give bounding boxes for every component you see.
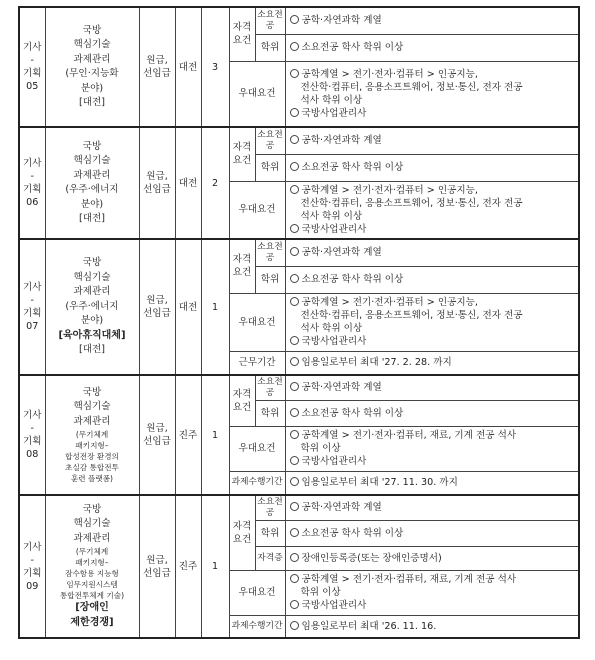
- title-detail-line: (무기체계: [75, 430, 109, 440]
- grade-line: 원급,: [146, 55, 168, 66]
- title-line: 핵심기술: [73, 271, 111, 283]
- preferred-item: 공학계열 > 전기·전자·컴퓨터 > 인공지능,: [301, 297, 478, 308]
- preferred-item: 국방사업관리사: [301, 107, 367, 119]
- job-title-cell: [45, 495, 139, 638]
- job-code-number: 08: [26, 449, 39, 460]
- title-line: [대전]: [78, 97, 106, 108]
- bullet-circle-icon: [290, 430, 299, 439]
- preferred-item: 국방사업관리사: [301, 336, 367, 347]
- preferred-item: 국방사업관리사: [301, 456, 367, 467]
- major-value: 공학·자연과학 계열: [301, 502, 382, 514]
- qualification-label: 자격요건: [229, 7, 255, 61]
- degree-value: 소요전공 학사 학위 이상: [301, 274, 404, 285]
- title-detail-line: (무기체계: [75, 547, 109, 557]
- preferred-label: 우대요건: [229, 181, 285, 239]
- job-code-prefix: 기사: [22, 541, 42, 553]
- major-label: 소요전공: [255, 375, 285, 400]
- title-line: 과제관리: [73, 415, 111, 427]
- title-line: 과제관리: [73, 53, 111, 65]
- major-value: 공학·자연과학 계열: [301, 247, 382, 259]
- job-code-number: 07: [26, 321, 39, 332]
- degree-value-cell: [285, 400, 579, 426]
- major-value: 공학·자연과학 계열: [301, 15, 382, 27]
- grade-line: 선임급: [143, 184, 171, 195]
- bullet-circle-icon: [290, 456, 299, 465]
- bullet-circle-icon: [290, 553, 299, 562]
- degree-value-cell: [285, 520, 579, 546]
- major-value-cell: [285, 239, 579, 266]
- degree-label: 학위: [255, 520, 285, 546]
- job-row-06: [19, 127, 579, 154]
- job-code-cell: [19, 495, 45, 638]
- title-line: 핵심기술: [73, 401, 111, 413]
- title-line: 국방: [82, 24, 102, 36]
- bullet-circle-icon: [290, 108, 299, 117]
- degree-value: 소요전공 학사 학위 이상: [301, 162, 404, 173]
- major-value-cell: [285, 375, 579, 400]
- title-detail-line: 패키지형–: [75, 441, 109, 451]
- degree-label: 학위: [255, 400, 285, 426]
- major-label: 소요전공: [255, 127, 285, 154]
- grade-cell: [139, 7, 175, 127]
- title-line: 국방: [82, 257, 102, 269]
- preferred-item-cont: 전산학·컴퓨터, 응용소프트웨어, 정보·통신, 전자 전공: [300, 81, 523, 93]
- title-detail-line: 임무지원시스템: [66, 580, 118, 590]
- bullet-circle-icon: [290, 357, 299, 366]
- major-value: 공학·자연과학 계열: [301, 135, 382, 147]
- title-line: 국방: [82, 386, 102, 398]
- job-code-dash: -: [30, 295, 34, 306]
- major-value-cell: [285, 7, 579, 34]
- job-code-prefix: 기사: [22, 410, 42, 421]
- title-line: [대전]: [78, 213, 106, 224]
- preferred-label: 우대요건: [229, 293, 285, 351]
- job-code-dept: 기획: [22, 184, 42, 195]
- bullet-circle-icon: [290, 477, 299, 486]
- title-line: 과제관리: [73, 169, 111, 181]
- preferred-item-cont: 학위 이상: [300, 587, 341, 598]
- title-line: [대전]: [78, 344, 106, 356]
- preferred-item: 국방사업관리사: [301, 223, 367, 235]
- degree-label: 학위: [255, 34, 285, 61]
- job-code-cell: [19, 375, 45, 495]
- major-value: 공학·자연과학 계열: [301, 382, 382, 394]
- recruitment-table: [18, 6, 580, 639]
- preferred-item: 공학계열 > 전기·전자·컴퓨터 > 인공지능,: [301, 68, 478, 80]
- recruitment-table-page: [18, 6, 578, 639]
- preferred-item-cont: 석사 학위 이상: [300, 210, 363, 222]
- preferred-item-cont: 학위 이상: [300, 443, 341, 454]
- preferred-cell: [285, 570, 579, 615]
- grade-line: 원급,: [146, 554, 168, 566]
- job-title-cell: [45, 127, 139, 239]
- preferred-item-cont: 석사 학위 이상: [300, 94, 363, 106]
- headcount-cell: 1: [201, 495, 229, 638]
- title-detail-line: 초실감 통합전투: [65, 463, 119, 473]
- qualification-label: 자격요건: [229, 495, 255, 570]
- period-label: 과제수행기간: [229, 615, 285, 638]
- title-line: 국방: [82, 140, 102, 152]
- job-code-dash: -: [30, 554, 34, 566]
- bullet-circle-icon: [290, 574, 299, 583]
- job-code-dept: 기획: [22, 436, 42, 447]
- headcount-cell: 2: [201, 127, 229, 239]
- grade-cell: [139, 495, 175, 638]
- bullet-circle-icon: [290, 297, 299, 306]
- cert-label: 자격증: [255, 546, 285, 570]
- title-detail-line: 합성전장 환경의: [65, 452, 119, 462]
- grade-line: 원급,: [146, 171, 168, 182]
- job-code-number: 09: [26, 580, 39, 592]
- title-detail-line: 훈련 플랫폼): [70, 474, 114, 484]
- period-value: 임용일로부터 최대 '27. 11. 30. 까지: [301, 477, 458, 489]
- bullet-circle-icon: [290, 185, 299, 194]
- job-code-dash: -: [30, 55, 34, 66]
- grade-cell: [139, 239, 175, 375]
- title-highlight: [육아휴직대체]: [58, 329, 126, 341]
- major-label: 소요전공: [255, 495, 285, 520]
- cert-value-cell: [285, 546, 579, 570]
- degree-value: 소요전공 학사 학위 이상: [301, 42, 404, 53]
- preferred-item-cont: 석사 학위 이상: [300, 323, 363, 334]
- period-label: 과제수행기간: [229, 471, 285, 495]
- bullet-circle-icon: [290, 15, 299, 24]
- job-code-number: 06: [26, 197, 39, 208]
- qualification-label: 자격요건: [229, 127, 255, 181]
- title-line: (우주·에너지: [65, 184, 119, 195]
- job-title-cell: [45, 7, 139, 127]
- preferred-cell: [285, 426, 579, 471]
- bullet-circle-icon: [290, 336, 299, 345]
- title-line: 과제관리: [73, 286, 111, 298]
- major-value-cell: [285, 495, 579, 520]
- title-line: 분야): [80, 198, 104, 210]
- bullet-circle-icon: [290, 42, 299, 51]
- preferred-item: 국방사업관리사: [301, 600, 367, 611]
- preferred-item-cont: 전산학·컴퓨터, 응용소프트웨어, 정보·통신, 전자 전공: [300, 197, 523, 209]
- qualification-label: 자격요건: [229, 375, 255, 426]
- grade-line: 원급,: [146, 423, 168, 434]
- title-line: 핵심기술: [73, 155, 111, 166]
- job-code-dash: -: [30, 423, 34, 434]
- bullet-circle-icon: [290, 162, 299, 171]
- bullet-circle-icon: [290, 69, 299, 78]
- degree-value: 소요전공 학사 학위 이상: [301, 527, 404, 539]
- degree-label: 학위: [255, 266, 285, 293]
- title-line: 국방: [82, 503, 102, 515]
- degree-value-cell: [285, 154, 579, 181]
- bullet-circle-icon: [290, 247, 299, 256]
- job-code-cell: [19, 239, 45, 375]
- major-label: 소요전공: [255, 7, 285, 34]
- grade-cell: [139, 375, 175, 495]
- title-line: 과제관리: [73, 532, 111, 544]
- job-row-09: [19, 495, 579, 520]
- title-line: 분야): [80, 315, 104, 327]
- location-cell: 대전: [175, 7, 201, 127]
- grade-line: 선임급: [143, 436, 171, 447]
- title-detail-line: 통합전투체계 기술): [59, 591, 125, 601]
- job-code-dept: 기획: [22, 308, 42, 319]
- job-title-cell: [45, 239, 139, 375]
- qualification-label: 자격요건: [229, 239, 255, 293]
- grade-line: 선임급: [143, 567, 171, 579]
- preferred-cell: [285, 61, 579, 127]
- bullet-circle-icon: [290, 528, 299, 537]
- job-title-cell: [45, 375, 139, 495]
- title-detail-line: 잠수함용 지능형: [65, 569, 119, 579]
- location-cell: 진주: [175, 495, 201, 638]
- location-cell: 대전: [175, 239, 201, 375]
- location-cell: 진주: [175, 375, 201, 495]
- period-value-cell: [285, 615, 579, 638]
- grade-line: 선임급: [143, 68, 171, 79]
- job-code-prefix: 기사: [22, 282, 42, 293]
- preferred-label: 우대요건: [229, 570, 285, 615]
- preferred-item-cont: 전산학·컴퓨터, 응용소프트웨어, 정보·통신, 전자 전공: [300, 310, 523, 321]
- preferred-item: 공학계열 > 전기·전자·컴퓨터, 재료, 기계 전공 석사: [301, 430, 517, 441]
- title-highlight: 제한경쟁]: [70, 616, 114, 628]
- bullet-circle-icon: [290, 621, 299, 630]
- period-value-cell: [285, 471, 579, 495]
- job-code-dept: 기획: [22, 567, 42, 579]
- preferred-item: 공학계열 > 전기·전자·컴퓨터, 재료, 기계 전공 석사: [301, 574, 517, 585]
- title-detail-line: 패키지형–: [75, 558, 109, 568]
- job-code-prefix: 기사: [22, 42, 42, 53]
- cert-value: 장애인등록증(또는 장애인증명서): [301, 552, 442, 564]
- bullet-circle-icon: [290, 135, 299, 144]
- grade-cell: [139, 127, 175, 239]
- title-line: (무인·지능화: [65, 68, 119, 79]
- preferred-cell: [285, 181, 579, 239]
- bullet-circle-icon: [290, 502, 299, 511]
- job-code-prefix: 기사: [22, 158, 42, 169]
- job-row-05: [19, 7, 579, 34]
- job-code-cell: [19, 7, 45, 127]
- job-code-dash: -: [30, 171, 34, 182]
- grade-line: 원급,: [146, 295, 168, 306]
- preferred-label: 우대요건: [229, 426, 285, 471]
- title-line: 핵심기술: [73, 39, 111, 50]
- preferred-cell: [285, 293, 579, 351]
- major-value-cell: [285, 127, 579, 154]
- job-code-number: 05: [26, 81, 39, 92]
- title-line: 분야): [80, 82, 104, 94]
- headcount-cell: 1: [201, 375, 229, 495]
- job-row-07: [19, 239, 579, 266]
- bullet-circle-icon: [290, 600, 299, 609]
- bullet-circle-icon: [290, 382, 299, 391]
- title-highlight: [장애인: [75, 602, 109, 614]
- degree-value-cell: [285, 266, 579, 293]
- grade-line: 선임급: [143, 308, 171, 319]
- period-value: 임용일로부터 최대 '26. 11. 16.: [301, 620, 437, 632]
- period-value-cell: [285, 351, 579, 375]
- job-code-cell: [19, 127, 45, 239]
- headcount-cell: 3: [201, 7, 229, 127]
- degree-value-cell: [285, 34, 579, 61]
- degree-value: 소요전공 학사 학위 이상: [301, 407, 404, 419]
- bullet-circle-icon: [290, 408, 299, 417]
- period-label: 근무기간: [229, 351, 285, 375]
- headcount-cell: 1: [201, 239, 229, 375]
- title-line: 핵심기술: [73, 518, 111, 530]
- location-cell: 대전: [175, 127, 201, 239]
- preferred-item: 공학계열 > 전기·전자·컴퓨터 > 인공지능,: [301, 184, 478, 196]
- title-line: (우주·에너지: [65, 300, 119, 312]
- preferred-label: 우대요건: [229, 61, 285, 127]
- job-row-08: [19, 375, 579, 400]
- bullet-circle-icon: [290, 224, 299, 233]
- major-label: 소요전공: [255, 239, 285, 266]
- bullet-circle-icon: [290, 274, 299, 283]
- job-code-dept: 기획: [22, 68, 42, 79]
- degree-label: 학위: [255, 154, 285, 181]
- period-value: 임용일로부터 최대 '27. 2. 28. 까지: [301, 357, 452, 369]
